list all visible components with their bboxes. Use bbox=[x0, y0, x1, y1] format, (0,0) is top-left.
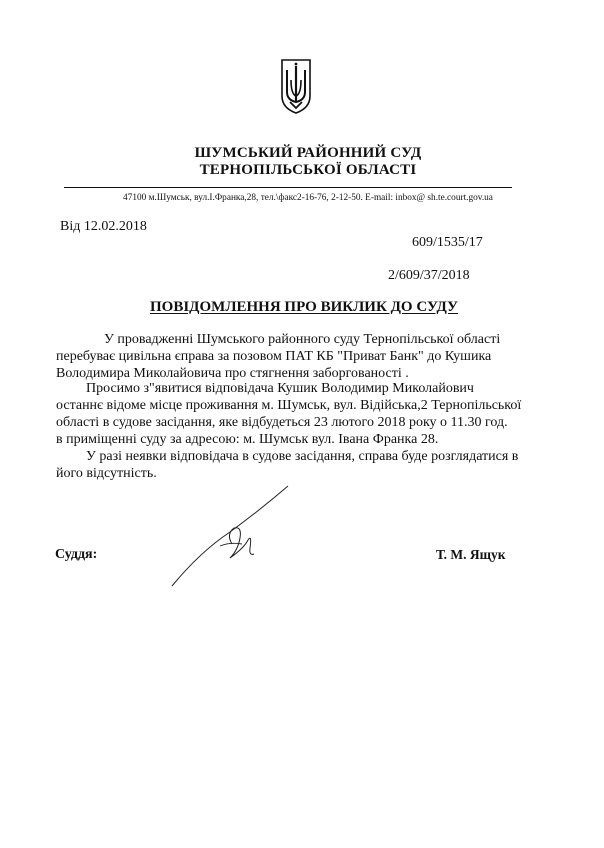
trident-emblem-icon bbox=[279, 58, 313, 114]
body-line: У разі неявки відповідача в судове засідання, справа буде розглядатися в bbox=[86, 449, 519, 464]
court-address: 47100 м.Шумськ, вул.І.Франка,28, тел.\факс2-16-76, 2-12-50. E-mail: inbox@ sh.te.court.gov.ua bbox=[123, 193, 493, 203]
proceeding-number: 2/609/37/2018 bbox=[388, 268, 470, 283]
body-line: останнє відоме місце проживання м. Шумськ, вул. Відійська,2 Тернопільської bbox=[56, 398, 522, 413]
body-line: області в судове засідання, яке відбудеться 23 лютого 2018 року о 11.30 год. bbox=[56, 415, 508, 430]
document-date: Від 12.02.2018 bbox=[60, 219, 147, 234]
document-title: ПОВІДОМЛЕННЯ ПРО ВИКЛИК ДО СУДУ bbox=[150, 299, 458, 315]
header-divider bbox=[64, 187, 512, 188]
body-line: його відсутність. bbox=[56, 466, 157, 481]
body-line: в приміщенні суду за адресою: м. Шумськ вул. Івана Франка 28. bbox=[56, 432, 439, 447]
body-line: перебуває цивільна єправа за позовом ПАТ КБ "Приват Банк" до Кушика bbox=[56, 349, 492, 364]
judge-label: Суддя: bbox=[55, 547, 98, 562]
case-number: 609/1535/17 bbox=[412, 235, 483, 250]
judge-name: Т. М. Ящук bbox=[436, 547, 506, 562]
handwritten-signature-icon bbox=[160, 482, 310, 592]
body-line: Просимо з"явитися відповідача Кушик Володимир Миколайович bbox=[86, 381, 474, 396]
court-name-line2: ТЕРНОПІЛЬСЬКОЇ ОБЛАСТІ bbox=[199, 162, 417, 178]
court-name-line1: ШУМСЬКИЙ РАЙОННИЙ СУД bbox=[194, 145, 422, 161]
body-line: У провадженні Шумського районного суду Тернопільської області bbox=[104, 332, 501, 347]
body-line: Володимира Миколайовича про стягнення заборгованості . bbox=[56, 366, 409, 381]
